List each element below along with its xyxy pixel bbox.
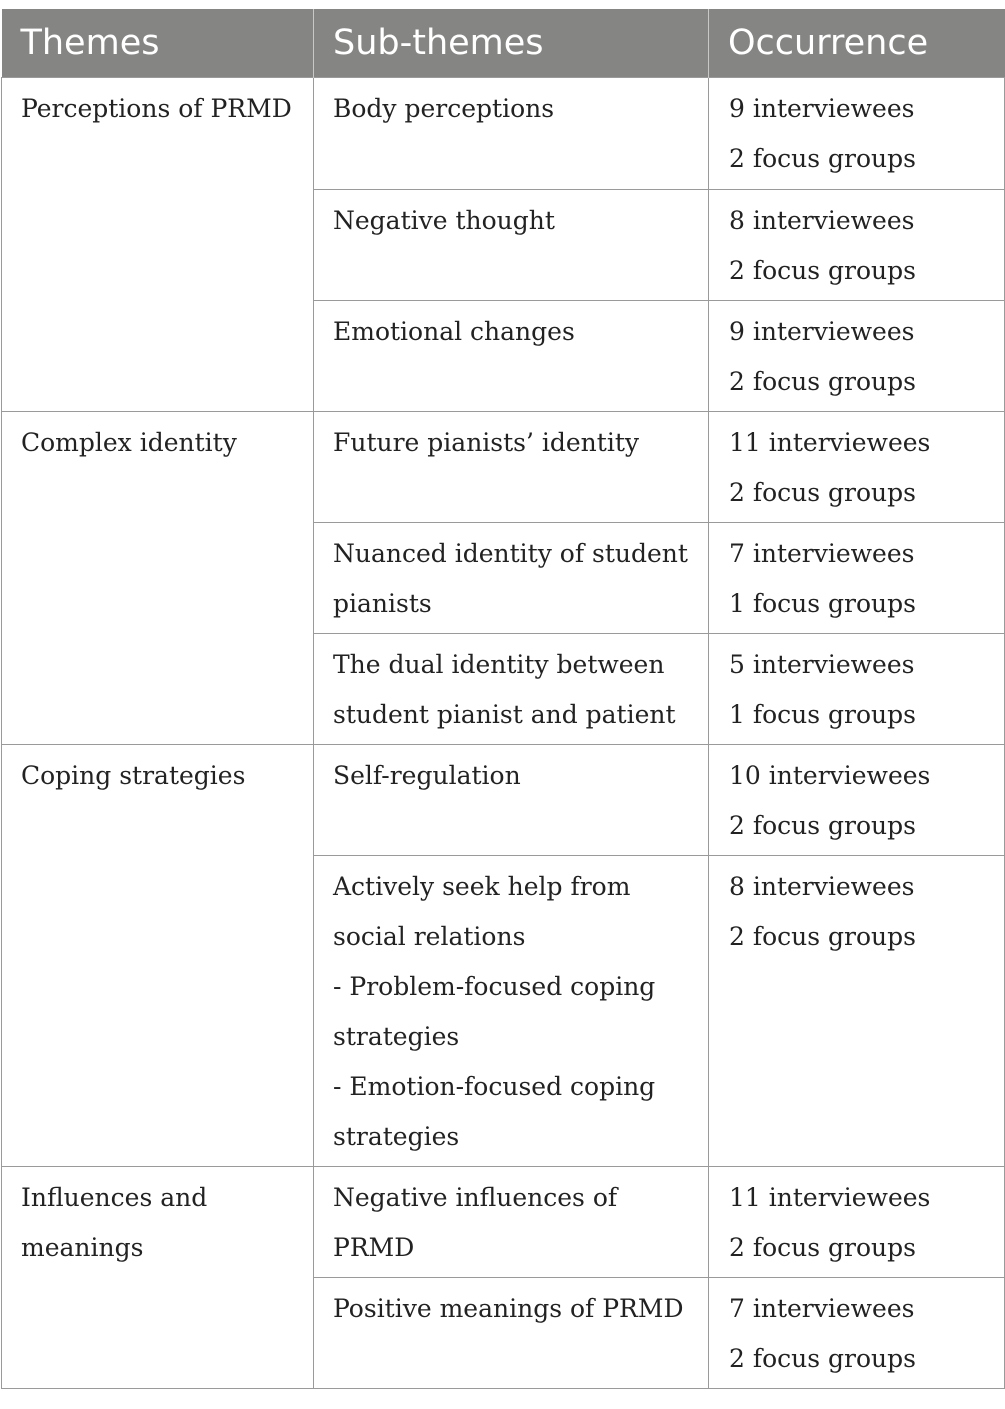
occurrence-focus-groups: 2 focus groups: [729, 143, 916, 173]
occurrence-cell: [709, 633, 1005, 744]
sub-theme-label: Negative influences of PRMD: [333, 1182, 618, 1262]
themes-table: [1, 9, 1005, 1389]
occurrence-focus-groups: 1 focus groups: [729, 699, 916, 729]
sub-theme-cell: [314, 744, 709, 855]
theme-label: Coping strategies: [21, 760, 246, 790]
table-row: [2, 77, 1005, 189]
occurrence-interviewees: 7 interviewees: [729, 1293, 915, 1323]
theme-label: Perceptions of PRMD: [21, 93, 292, 123]
theme-label: Complex identity: [21, 427, 237, 457]
theme-cell: [2, 411, 314, 744]
occurrence-cell: [709, 189, 1005, 300]
sub-theme-cell: [314, 300, 709, 411]
sub-theme-label: Positive meanings of PRMD: [333, 1293, 684, 1323]
table-row: [2, 411, 1005, 522]
occurrence-interviewees: 9 interviewees: [729, 316, 915, 346]
sub-theme-cell: [314, 1166, 709, 1277]
sub-theme-cell: [314, 522, 709, 633]
occurrence-focus-groups: 2 focus groups: [729, 366, 916, 396]
theme-label: Influences and meanings: [21, 1182, 208, 1262]
sub-theme-item: - Problem-focused coping strategies: [333, 971, 656, 1051]
occurrence-focus-groups: 2 focus groups: [729, 921, 916, 951]
sub-theme-cell: [314, 77, 709, 189]
header-sub-themes: Sub-themes: [314, 9, 709, 77]
sub-theme-label: Emotional changes: [333, 316, 575, 346]
occurrence-interviewees: 11 interviewees: [729, 1182, 931, 1212]
occurrence-cell: [709, 522, 1005, 633]
occurrence-cell: [709, 744, 1005, 855]
sub-theme-label: Self-regulation: [333, 760, 521, 790]
sub-theme-cell: [314, 411, 709, 522]
sub-theme-cell: [314, 633, 709, 744]
occurrence-cell: [709, 77, 1005, 189]
table-row: [2, 1166, 1005, 1277]
occurrence-cell: [709, 1277, 1005, 1388]
theme-cell: [2, 1166, 314, 1388]
table-row: [2, 744, 1005, 855]
sub-theme-label: The dual identity between student pianist and patient: [333, 649, 676, 729]
sub-theme-label: Body perceptions: [333, 93, 555, 123]
occurrence-interviewees: 7 interviewees: [729, 538, 915, 568]
occurrence-focus-groups: 2 focus groups: [729, 255, 916, 285]
theme-cell: [2, 744, 314, 1166]
occurrence-cell: [709, 855, 1005, 1166]
sub-theme-cell: [314, 855, 709, 1166]
occurrence-interviewees: 5 interviewees: [729, 649, 915, 679]
occurrence-focus-groups: 2 focus groups: [729, 810, 916, 840]
sub-theme-label: Nuanced identity of student pianists: [333, 538, 688, 618]
sub-theme-item: - Emotion-focused coping strategies: [333, 1071, 656, 1151]
header-occurrence: Occurrence: [709, 9, 1005, 77]
sub-theme-label: Negative thought: [333, 205, 555, 235]
occurrence-focus-groups: 2 focus groups: [729, 1232, 916, 1262]
occurrence-interviewees: 11 interviewees: [729, 427, 931, 457]
occurrence-cell: [709, 411, 1005, 522]
theme-cell: [2, 77, 314, 411]
occurrence-interviewees: 10 interviewees: [729, 760, 931, 790]
sub-theme-cell: [314, 1277, 709, 1388]
table-header: [2, 9, 1005, 77]
occurrence-interviewees: 8 interviewees: [729, 205, 915, 235]
occurrence-focus-groups: 2 focus groups: [729, 1343, 916, 1373]
occurrence-focus-groups: 2 focus groups: [729, 477, 916, 507]
occurrence-interviewees: 9 interviewees: [729, 93, 915, 123]
occurrence-cell: [709, 300, 1005, 411]
sub-theme-cell: [314, 189, 709, 300]
sub-theme-label: Future pianists’ identity: [333, 427, 639, 457]
header-row: [2, 9, 1005, 77]
sub-theme-label: Actively seek help from social relations: [333, 871, 631, 951]
table-body: [2, 77, 1005, 1388]
occurrence-focus-groups: 1 focus groups: [729, 588, 916, 618]
occurrence-cell: [709, 1166, 1005, 1277]
header-themes: Themes: [2, 9, 314, 77]
occurrence-interviewees: 8 interviewees: [729, 871, 915, 901]
